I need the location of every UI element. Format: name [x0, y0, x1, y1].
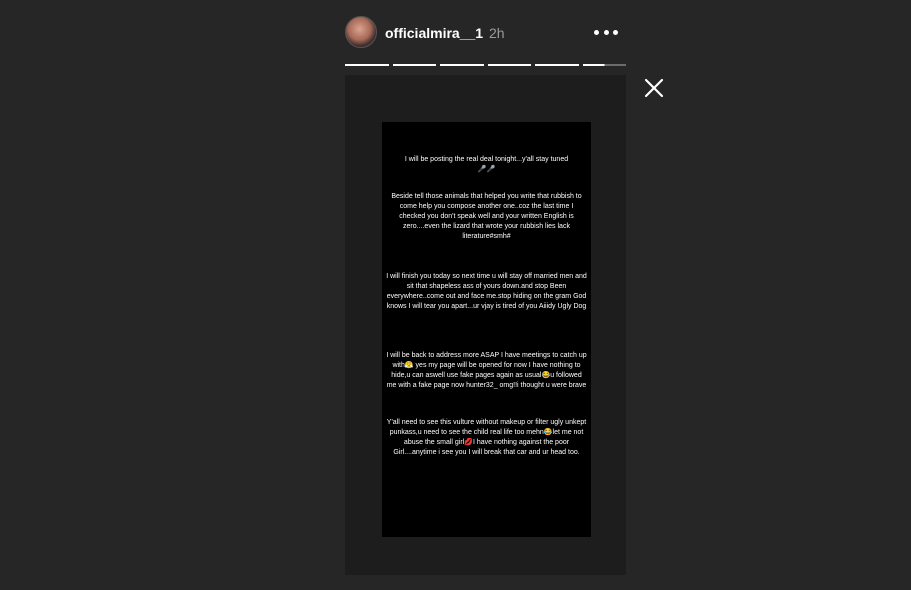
story-paragraph: I will finish you today so next time u will stay off married men and sit that shapeless ass of yours down.and stop Been everywhere..come out and face me.stop hiding on the gram God knows I will tear you apart...ur vjay is tired of you Aiiidy Ugly Dog [386, 273, 587, 310]
story-paragraph: Beside tell those animals that helped you write that rubbish to come help you compose another one..coz the last time I checked you don't speak well and your written English is zero....even the lizard that wrote your rubbish lies lack literature#smh# [391, 193, 582, 240]
progress-segment [440, 64, 484, 66]
story-paragraph: Y'all need to see this vulture without makeup or filter ugly unkept punkass,u need to see the child real life too mehn😂let me not abuse the small girl💋I have nothing against the poor Girl....anytime i see you I will break that car and ur head too. [386, 419, 587, 456]
timestamp: 2h [489, 25, 505, 41]
progress-segment [535, 64, 579, 66]
progress-segment-current [583, 64, 627, 66]
more-horizontal-icon [594, 30, 599, 35]
more-options-button[interactable] [594, 20, 618, 44]
close-button[interactable] [643, 77, 665, 99]
story-paragraph: I will be posting the real deal tonight...y'all stay tuned 🎤🎤 [404, 156, 569, 173]
story-image [382, 122, 591, 537]
more-horizontal-icon-dot [604, 30, 609, 35]
story-progress-bar [345, 64, 626, 66]
story-header [345, 14, 626, 52]
progress-segment [488, 64, 532, 66]
progress-segment [345, 64, 389, 66]
story-frame[interactable] [345, 75, 626, 575]
progress-segment [393, 64, 437, 66]
username[interactable]: officialmira__1 [385, 25, 484, 41]
avatar[interactable] [345, 16, 377, 48]
story-paragraph: I will be back to address more ASAP I have meetings to catch up with😤 yes my page will be opened for now I have nothing to hide,u can aswell use fake pages again as usual😂u followed me with a fake page now hunter32_ omg!!i thought u were brave [386, 352, 587, 389]
more-horizontal-icon-dot [613, 30, 618, 35]
close-icon [643, 77, 665, 99]
